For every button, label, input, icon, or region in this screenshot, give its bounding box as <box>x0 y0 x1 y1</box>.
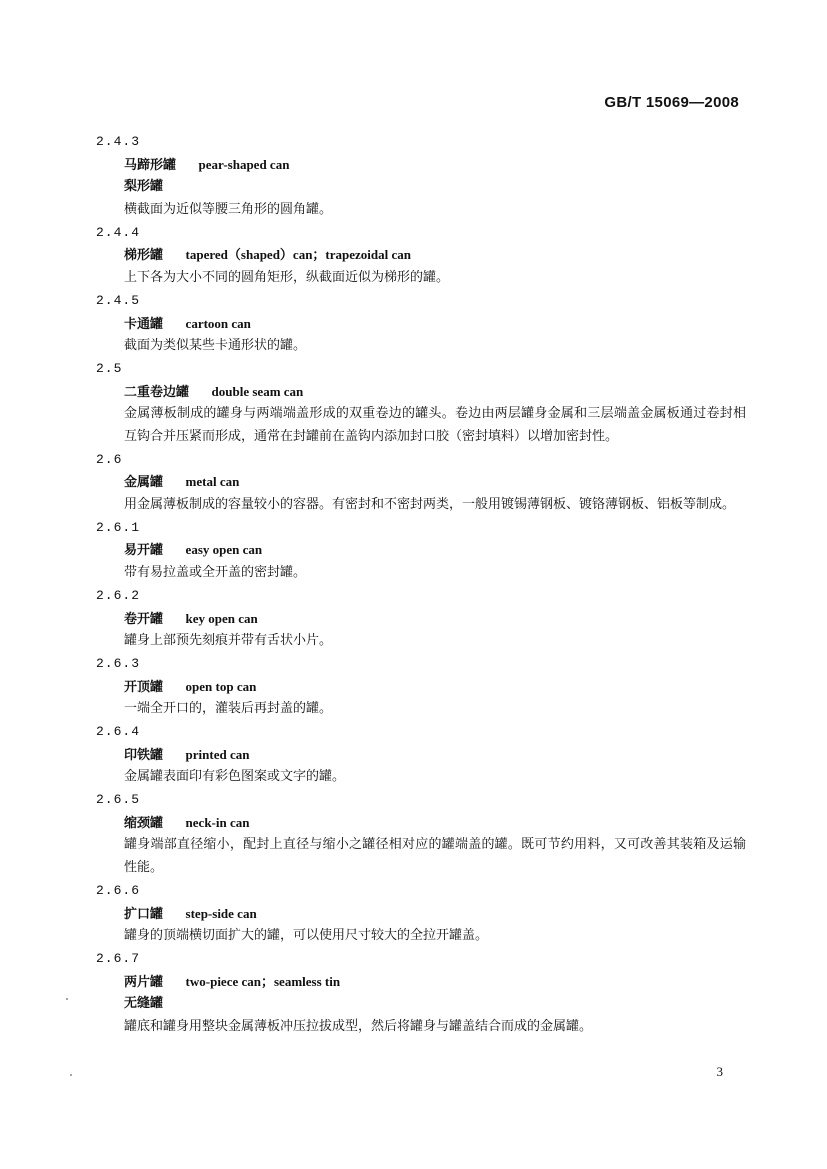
clause-number: 2.4.4 <box>96 224 141 240</box>
term-line <box>124 244 746 267</box>
term-zh: 卡通罐 <box>124 316 164 332</box>
term-zh: 二重卷边罐 <box>124 384 190 400</box>
term-zh: 卷开罐 <box>124 611 164 627</box>
term-entry <box>96 131 746 222</box>
term-entry <box>96 449 746 517</box>
term-entry <box>96 948 746 1039</box>
clause-number: 2.6.7 <box>96 950 141 966</box>
clause-number: 2.5 <box>96 360 123 376</box>
term-definition: 金属薄板制成的罐身与两端端盖形成的双重卷边的罐头。卷边由两层罐身金属和三层端盖金属板通过卷封相互钩合并压紧而形成，通常在封罐前在盖钩内添加封口胶（密封填料）以增加密封性。 <box>124 406 746 444</box>
term-definition: 截面为类似某些卡通形状的罐。 <box>124 338 307 354</box>
term-en: pear-shaped can <box>198 156 290 172</box>
term-en: neck-in can <box>185 814 250 830</box>
term-zh: 扩口罐 <box>124 906 164 922</box>
term-en: cartoon can <box>185 315 251 331</box>
term-definition: 金属罐表面印有彩色图案或文字的罐。 <box>124 769 346 785</box>
term-entry <box>96 290 746 358</box>
term-entry <box>96 358 746 449</box>
term-en: step-side can <box>185 905 257 921</box>
term-zh: 缩颈罐 <box>124 815 164 831</box>
term-zh: 两片罐 <box>124 974 164 990</box>
term-en: key open can <box>185 610 258 626</box>
term-en: metal can <box>185 474 240 490</box>
clause-number: 2.6.4 <box>96 724 141 740</box>
term-zh: 梯形罐 <box>124 248 164 264</box>
term-definition: 罐身上部预先刻痕并带有舌状小片。 <box>124 633 333 649</box>
term-line <box>124 313 746 336</box>
term-line <box>124 812 746 835</box>
clause-number: 2.6.6 <box>96 882 141 898</box>
standard-number: GB/T 15069—2008 <box>604 94 739 111</box>
term-line <box>124 608 746 631</box>
term-line <box>124 676 746 699</box>
clause-number: 2.6.1 <box>96 519 141 535</box>
term-entry <box>96 585 746 653</box>
term-definition: 用金属薄板制成的容量较小的容器。有密封和不密封两类，一般用镀锡薄钢板、镀铬薄钢板、铝板等制成。 <box>124 497 736 513</box>
term-en: printed can <box>185 746 250 762</box>
term-entry <box>96 517 746 585</box>
term-entry <box>96 880 746 948</box>
term-zh: 金属罐 <box>124 475 164 491</box>
term-line <box>124 154 746 177</box>
term-definition: 罐底和罐身用整块金属薄板冲压拉拔成型，然后将罐身与罐盖结合而成的金属罐。 <box>124 1019 593 1035</box>
term-definition: 罐身端部直径缩小，配封上直径与缩小之罐径相对应的罐端盖的罐。既可节约用料，又可改善其装箱及运输性能。 <box>124 837 746 876</box>
term-entry <box>96 222 746 290</box>
term-definition: 横截面为近似等腰三角形的圆角罐。 <box>124 202 333 218</box>
term-list <box>96 131 746 1039</box>
term-definition: 一端全开口的，灌装后再封盖的罐。 <box>124 701 333 717</box>
term-entry <box>96 789 746 880</box>
term-definition: 带有易拉盖或全开盖的密封罐。 <box>124 565 307 581</box>
clause-number: 2.6.2 <box>96 587 141 603</box>
clause-number: 2.4.3 <box>96 134 141 149</box>
term-en: easy open can <box>185 542 263 558</box>
term-entry <box>96 721 746 789</box>
term-en: two-piece can；seamless tin <box>185 973 341 989</box>
term-zh: 马蹄形罐 <box>124 157 177 173</box>
term-line <box>124 744 746 767</box>
scan-speck <box>66 998 68 1000</box>
scan-speck <box>70 1074 72 1076</box>
term-line <box>124 903 746 926</box>
term-line <box>124 471 746 494</box>
term-en: tapered（shaped）can；trapezoidal can <box>185 247 412 263</box>
term-line <box>124 381 746 404</box>
term-definition: 上下各为大小不同的圆角矩形，纵截面近似为梯形的罐。 <box>124 270 450 286</box>
clause-number: 2.6.3 <box>96 655 141 671</box>
term-zh: 易开罐 <box>124 543 164 559</box>
term-line <box>124 539 746 562</box>
term-entry <box>96 653 746 721</box>
term-line <box>124 971 746 994</box>
term-zh: 印铁罐 <box>124 747 164 763</box>
page-number: 3 <box>716 1064 723 1079</box>
term-definition: 罐身的顶端横切面扩大的罐，可以使用尺寸较大的全拉开罐盖。 <box>124 928 489 944</box>
term-zh: 开顶罐 <box>124 679 164 695</box>
clause-number: 2.4.5 <box>96 292 141 308</box>
term-en: open top can <box>185 678 257 694</box>
term-synonym: 无缝罐 <box>124 996 164 1012</box>
term-en: double seam can <box>211 383 304 399</box>
clause-number: 2.6 <box>96 451 123 467</box>
term-synonym: 梨形罐 <box>124 179 164 195</box>
clause-number: 2.6.5 <box>96 792 141 808</box>
